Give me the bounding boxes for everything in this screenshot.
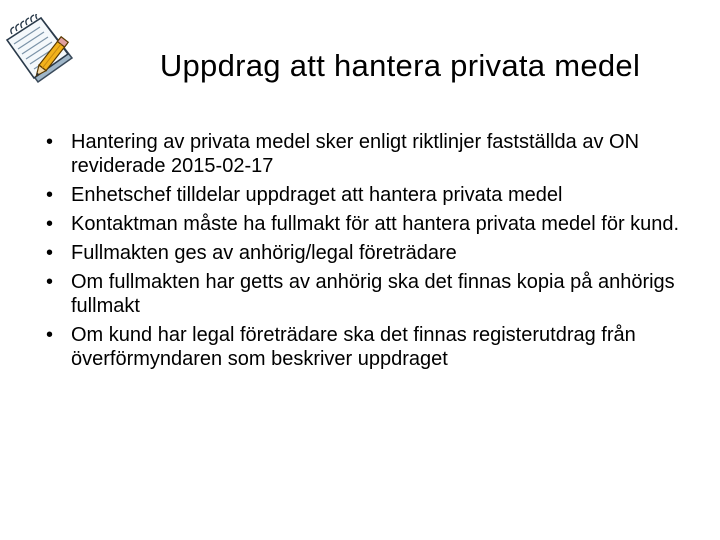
bullet-list [46,130,696,376]
bullet-marker: • [46,131,54,153]
bullet-item [46,183,696,207]
bullet-item [46,270,696,318]
bullet-text: Enhetschef tilldelar uppdraget att hantera privata medel [71,184,563,206]
bullet-marker: • [46,242,54,264]
bullet-marker: • [46,324,54,346]
bullet-text: Om kund har legal företrädare ska det finnas registerutdrag från överförmyndaren som beskriver uppdraget [71,324,636,370]
bullet-item [46,241,696,265]
bullet-text: Om fullmakten har getts av anhörig ska det finnas kopia på anhörigs fullmakt [71,271,675,317]
bullet-item [46,130,696,178]
slide-title: Uppdrag att hantera privata medel [159,48,641,83]
bullet-text: Kontaktman måste ha fullmakt för att hantera privata medel för kund. [71,213,680,235]
notepad-pencil-icon [4,14,76,96]
bullet-marker: • [46,271,54,293]
bullet-item [46,212,696,236]
bullet-text: Hantering av privata medel sker enligt riktlinjer fastställda av ON reviderade 2015-02-17 [71,131,640,177]
bullet-item [46,323,696,371]
bullet-marker: • [46,213,54,235]
bullet-marker: • [46,184,54,206]
bullet-text: Fullmakten ges av anhörig/legal företrädare [71,242,457,264]
